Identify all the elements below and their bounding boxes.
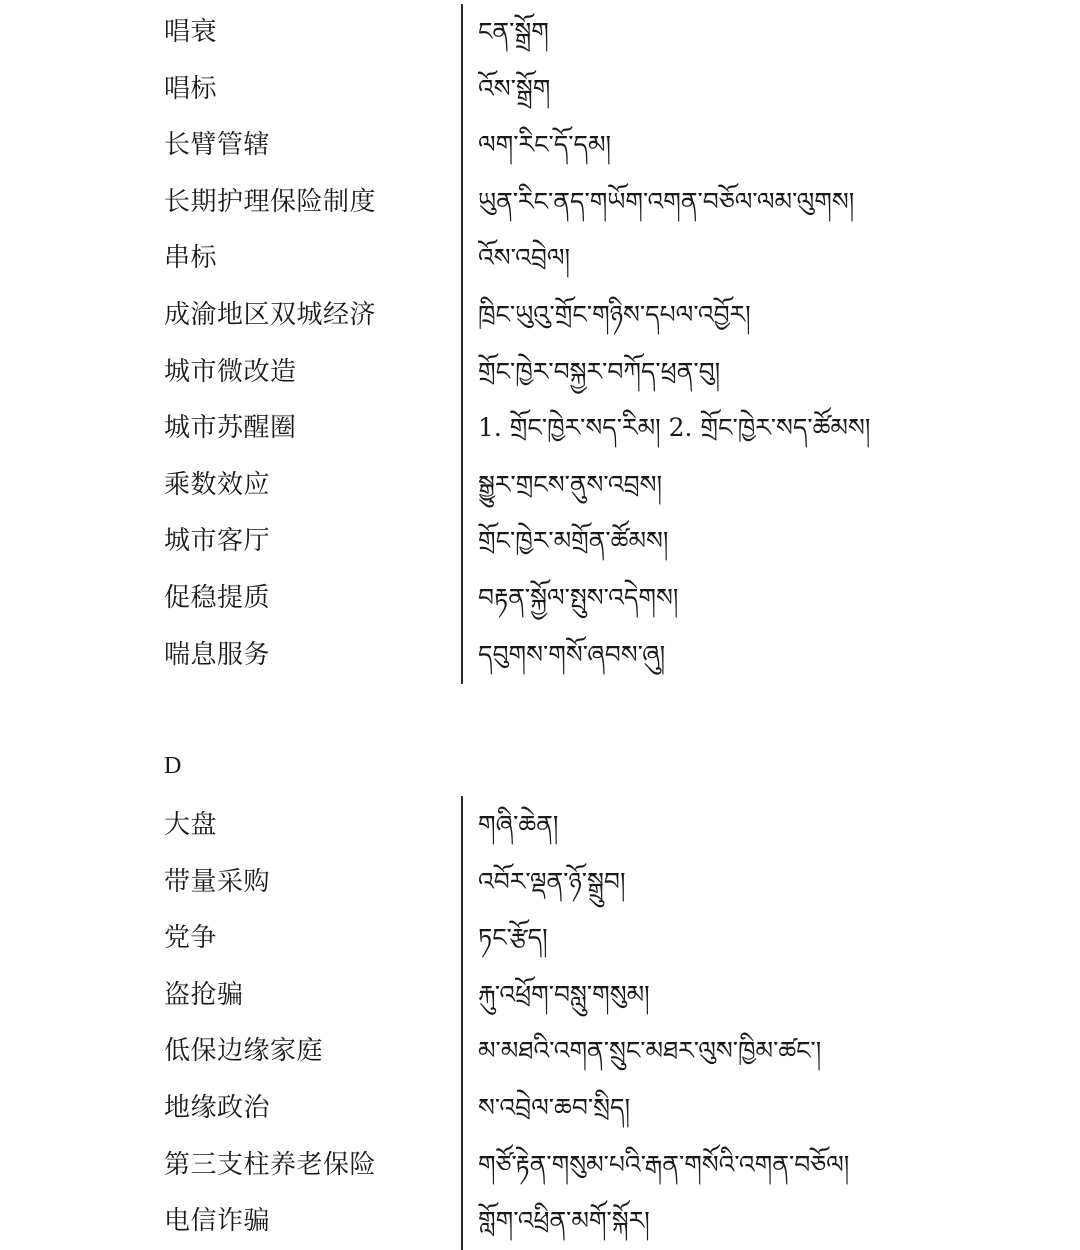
tibetan-translation: གློག་འཕྲིན་མགོ་སྐོར། <box>478 1206 650 1236</box>
section-letter-d: D <box>164 753 182 779</box>
glossary-row <box>0 854 1080 910</box>
glossary-row <box>0 1080 1080 1136</box>
chinese-term: 地缘政治 <box>164 1093 271 1123</box>
glossary-row <box>0 967 1080 1023</box>
glossary-row <box>0 1137 1080 1193</box>
chinese-term: 串标 <box>164 243 218 274</box>
glossary-row <box>0 230 1080 286</box>
chinese-term: 城市客厅 <box>164 526 271 557</box>
chinese-term: 带量采购 <box>164 866 271 897</box>
chinese-term: 喘息服务 <box>164 639 271 670</box>
glossary-row <box>0 570 1080 626</box>
chinese-term: 长臂管辖 <box>164 130 271 161</box>
tibetan-translation: ཏང་རྩོད། <box>478 923 548 953</box>
tibetan-translation: དབུགས་གསོ་ཞབས་ཞུ། <box>478 639 666 669</box>
tibetan-translation: མ་མཐའི་འགན་སྲུང་མཐར་ལུས་ཁྱིམ་ཚང་། <box>478 1036 822 1066</box>
chinese-term: 城市苏醒圈 <box>164 413 297 444</box>
tibetan-translation: རྐུ་འཕྲོག་བསླུ་གསུམ། <box>478 979 650 1009</box>
tibetan-translation: གཙོ་རྟེན་གསུམ་པའི་རྒན་གསོའི་འགན་བཅོལ། <box>478 1149 850 1179</box>
chinese-term: 大盘 <box>164 810 218 840</box>
chinese-term: 乘数效应 <box>164 469 271 500</box>
glossary-row <box>0 174 1080 230</box>
glossary-row <box>0 1193 1080 1249</box>
glossary-row <box>0 797 1080 853</box>
chinese-term: 唱标 <box>164 73 218 104</box>
chinese-term: 盗抢骗 <box>164 979 244 1010</box>
tibetan-translation: ཁྲིང་ཡུའུ་གྲོང་གཉིས་དཔལ་འབྱོར། <box>478 300 751 329</box>
tibetan-translation: འོས་འབྲེལ། <box>478 243 571 273</box>
tibetan-translation: སྒྱུར་གྲངས་ནུས་འབྲས། <box>478 469 663 499</box>
tibetan-translation: འབོར་ལྡན་ཉོ་སྒྲུབ། <box>478 866 626 896</box>
glossary-row <box>0 117 1080 173</box>
tibetan-translation: གྲོང་ཁྱེར་མགྲོན་ཚོམས། <box>478 526 669 556</box>
tibetan-translation: བརྟན་སྐྱོལ་སྤུས་འདེགས། <box>478 583 679 612</box>
chinese-term: 电信诈骗 <box>164 1206 271 1237</box>
chinese-term: 促稳提质 <box>164 583 271 613</box>
chinese-term: 城市微改造 <box>164 356 297 387</box>
glossary-row <box>0 400 1080 456</box>
chinese-term: 唱衰 <box>164 17 218 47</box>
tibetan-translation: གཞི་ཆེན། <box>478 810 559 839</box>
chinese-term: 第三支柱养老保险 <box>164 1149 377 1180</box>
glossary-row <box>0 1023 1080 1079</box>
tibetan-translation: ས་འབྲེལ་ཆབ་སྲིད། <box>478 1093 631 1122</box>
chinese-term: 成渝地区双城经济 <box>164 300 377 330</box>
glossary-row <box>0 910 1080 966</box>
tibetan-translation: 1. གྲོང་ཁྱེར་སད་རིམ། 2. གྲོང་ཁྱེར་སད་ཚོམས། <box>478 413 871 443</box>
chinese-term: 党争 <box>164 923 218 954</box>
glossary-row <box>0 513 1080 569</box>
tibetan-translation: གྲོང་ཁྱེར་བསྐྱར་བཀོད་ཕྲན་བུ། <box>478 356 721 386</box>
glossary-row <box>0 457 1080 513</box>
chinese-term: 低保边缘家庭 <box>164 1036 324 1067</box>
glossary-row <box>0 4 1080 60</box>
tibetan-translation: འོས་སྒྲོག <box>478 73 551 103</box>
tibetan-translation: ལག་རིང་དོ་དམ། <box>478 130 612 160</box>
glossary-row <box>0 287 1080 343</box>
glossary-row <box>0 627 1080 683</box>
chinese-term: 长期护理保险制度 <box>164 186 377 217</box>
glossary-row <box>0 344 1080 400</box>
tibetan-translation: ངན་སྒྲོག <box>478 17 549 46</box>
glossary-row <box>0 61 1080 117</box>
tibetan-translation: ཡུན་རིང་ནད་གཡོག་འགན་བཅོལ་ལམ་ལུགས། <box>478 186 855 216</box>
